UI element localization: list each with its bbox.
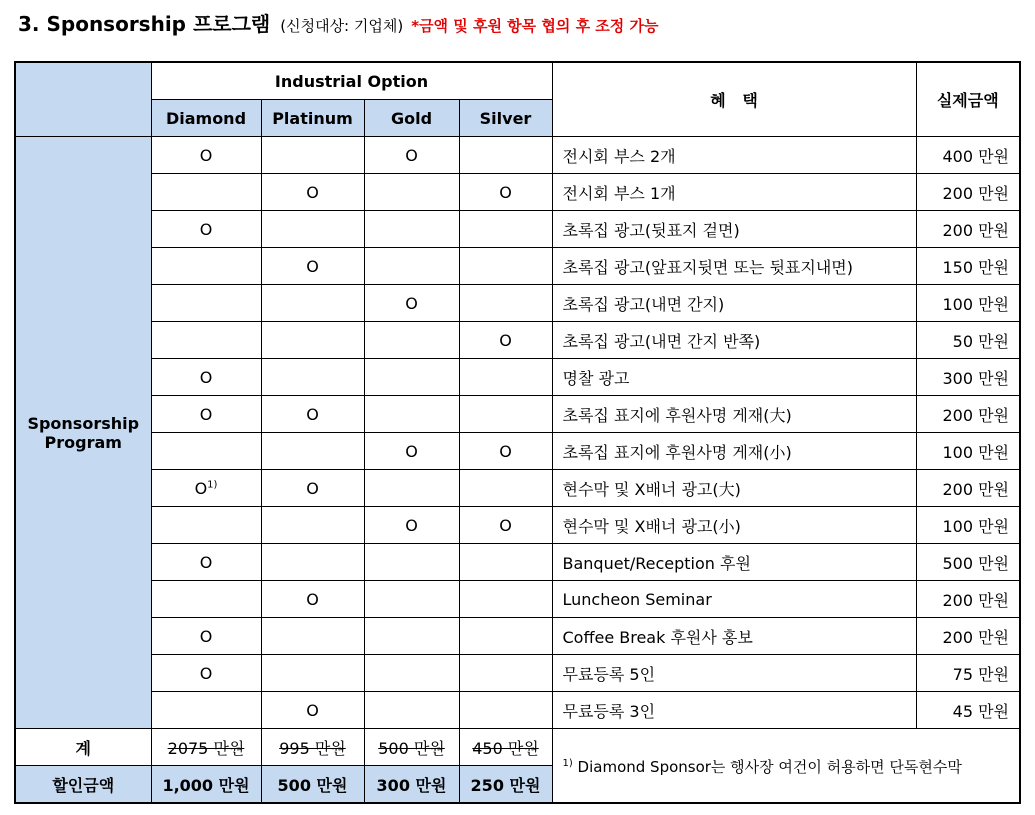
amount-cell: 200 만원 [916, 581, 1020, 618]
tier-mark [261, 470, 364, 507]
total-silver: 450 만원 [459, 729, 552, 766]
tier-mark [459, 248, 552, 285]
table-row [15, 359, 1020, 396]
discount-gold: 300 만원 [364, 766, 459, 804]
total-gold: 500 만원 [364, 729, 459, 766]
mark-text: O [405, 145, 418, 165]
mark-text: O [306, 256, 319, 276]
mark-text: O [306, 700, 319, 720]
tier-mark [459, 581, 552, 618]
sponsorship-table [14, 61, 1021, 804]
table-row [15, 655, 1020, 692]
tier-mark [261, 211, 364, 248]
sponsorship-program-label: Sponsorship Program [15, 137, 151, 729]
mark-text: O [499, 182, 512, 202]
benefit-cell: 초록집 광고(앞표지뒷면 또는 뒷표지내면) [552, 248, 916, 285]
benefit-cell: 현수막 및 X배너 광고(小) [552, 507, 916, 544]
tier-mark [364, 692, 459, 729]
tier-mark [261, 359, 364, 396]
benefit-cell: 초록집 표지에 후원사명 게재(小) [552, 433, 916, 470]
table-row [15, 211, 1020, 248]
tier-mark [151, 581, 261, 618]
table-row [15, 396, 1020, 433]
tier-mark [364, 470, 459, 507]
tier-mark [459, 470, 552, 507]
discount-diamond: 1,000 만원 [151, 766, 261, 804]
tier-mark [261, 433, 364, 470]
tier-mark [151, 655, 261, 692]
tier-mark [459, 137, 552, 174]
tier-mark [364, 322, 459, 359]
tier-mark [261, 322, 364, 359]
amount-header: 실제금액 [916, 62, 1020, 137]
mark-text: O [199, 219, 213, 239]
table-row [15, 248, 1020, 285]
tier-mark [261, 396, 364, 433]
table-row [15, 692, 1020, 729]
tier-mark [261, 507, 364, 544]
tier-mark [459, 359, 552, 396]
amount-cell: 75 만원 [916, 655, 1020, 692]
total-label: 계 [15, 729, 151, 766]
tier-mark [261, 174, 364, 211]
amount-cell: 150 만원 [916, 248, 1020, 285]
amount-cell: 200 만원 [916, 174, 1020, 211]
mark-text: O [499, 441, 512, 461]
tier-mark [459, 544, 552, 581]
tier-mark [364, 581, 459, 618]
amount-cell: 100 만원 [916, 285, 1020, 322]
table-row [15, 581, 1020, 618]
table-row [15, 507, 1020, 544]
benefit-cell: 초록집 광고(내면 간지 반쪽) [552, 322, 916, 359]
amount-cell: 200 만원 [916, 470, 1020, 507]
amount-cell: 200 만원 [916, 396, 1020, 433]
mark-text: O [405, 441, 418, 461]
tier-mark [261, 248, 364, 285]
tier-mark [151, 285, 261, 322]
industrial-option-header: Industrial Option [151, 62, 552, 100]
tier-mark [261, 285, 364, 322]
mark-text: O [199, 367, 213, 387]
section-heading [18, 8, 658, 38]
tier-mark [261, 655, 364, 692]
amount-cell: 400 만원 [916, 137, 1020, 174]
table-row [15, 470, 1020, 507]
tier-mark [459, 396, 552, 433]
tier-mark [151, 507, 261, 544]
discount-silver: 250 만원 [459, 766, 552, 804]
amount-cell: 300 만원 [916, 359, 1020, 396]
tier-mark [364, 618, 459, 655]
benefit-cell: 초록집 광고(뒷표지 겉면) [552, 211, 916, 248]
tier-mark [151, 544, 261, 581]
mark-text: O [306, 589, 319, 609]
tier-mark [364, 359, 459, 396]
tier-mark [151, 433, 261, 470]
tier-mark [261, 581, 364, 618]
tier-mark [364, 248, 459, 285]
benefit-cell: 무료등록 3인 [552, 692, 916, 729]
tier-mark [151, 137, 261, 174]
tier-mark [459, 655, 552, 692]
footnote [552, 729, 1020, 804]
mark-text: O [306, 404, 319, 424]
amount-cell: 100 만원 [916, 433, 1020, 470]
section-target: (신청대상: 기업체) [280, 17, 404, 35]
tier-diamond: Diamond [151, 100, 261, 137]
amount-cell: 100 만원 [916, 507, 1020, 544]
tier-mark [261, 137, 364, 174]
corner-cell [15, 62, 151, 137]
tier-mark [151, 470, 261, 507]
tier-mark [151, 211, 261, 248]
amount-cell: 500 만원 [916, 544, 1020, 581]
amount-cell: 200 만원 [916, 211, 1020, 248]
tier-mark [364, 655, 459, 692]
mark-text: O [194, 478, 208, 498]
tier-gold: Gold [364, 100, 459, 137]
table-row [15, 544, 1020, 581]
benefit-cell: 초록집 광고(내면 간지) [552, 285, 916, 322]
tier-mark [459, 507, 552, 544]
benefit-cell: 현수막 및 X배너 광고(大) [552, 470, 916, 507]
mark-text: O [306, 478, 319, 498]
table-row [15, 618, 1020, 655]
tier-mark [261, 544, 364, 581]
tier-mark [364, 433, 459, 470]
table-row [15, 285, 1020, 322]
tier-mark [459, 285, 552, 322]
table-row [15, 322, 1020, 359]
amount-cell: 45 만원 [916, 692, 1020, 729]
table-row [15, 433, 1020, 470]
benefit-header: 혜 택 [552, 62, 916, 137]
mark-text: O [405, 293, 418, 313]
benefit-cell: 전시회 부스 1개 [552, 174, 916, 211]
tier-mark [151, 692, 261, 729]
amount-cell: 50 만원 [916, 322, 1020, 359]
mark-text: O [499, 515, 512, 535]
benefit-cell: 전시회 부스 2개 [552, 137, 916, 174]
benefit-rows [15, 137, 1020, 729]
total-platinum: 995 만원 [261, 729, 364, 766]
benefit-cell: 무료등록 5인 [552, 655, 916, 692]
tier-mark [151, 322, 261, 359]
mark-text: O [405, 515, 418, 535]
tier-mark [459, 433, 552, 470]
tier-mark [151, 248, 261, 285]
tier-mark [364, 396, 459, 433]
tier-mark [364, 544, 459, 581]
section-title: 3. Sponsorship 프로그램 [18, 12, 271, 36]
mark-text: O [199, 626, 213, 646]
tier-mark [364, 507, 459, 544]
mark-text: O [306, 182, 319, 202]
benefit-cell: Coffee Break 후원사 홍보 [552, 618, 916, 655]
benefit-cell: Luncheon Seminar [552, 581, 916, 618]
tier-mark [261, 692, 364, 729]
tier-mark [364, 211, 459, 248]
mark-text: O [199, 552, 213, 572]
discount-label: 할인금액 [15, 766, 151, 804]
footnote-mark: 1) [562, 758, 573, 769]
total-diamond: 2075 만원 [151, 729, 261, 766]
section-note: *금액 및 후원 항목 협의 후 조정 가능 [411, 17, 659, 35]
footnote-text: Diamond Sponsor는 행사장 여건이 허용하면 단독현수막 [577, 758, 962, 776]
tier-mark [459, 692, 552, 729]
tier-mark [459, 174, 552, 211]
tier-mark [364, 137, 459, 174]
tier-mark [151, 359, 261, 396]
tier-platinum: Platinum [261, 100, 364, 137]
benefit-cell: Banquet/Reception 후원 [552, 544, 916, 581]
tier-mark [151, 396, 261, 433]
mark-text: O [199, 404, 213, 424]
benefit-cell: 명찰 광고 [552, 359, 916, 396]
mark-text: O [199, 145, 213, 165]
table-row [15, 137, 1020, 174]
tier-mark [459, 618, 552, 655]
tier-mark [151, 618, 261, 655]
tier-mark [151, 174, 261, 211]
table-row [15, 174, 1020, 211]
benefit-cell: 초록집 표지에 후원사명 게재(大) [552, 396, 916, 433]
tier-mark [364, 174, 459, 211]
mark-text: O [499, 330, 512, 350]
mark-text: O [199, 663, 213, 683]
footnote-ref: 1) [207, 479, 218, 491]
discount-platinum: 500 만원 [261, 766, 364, 804]
tier-mark [459, 322, 552, 359]
tier-mark [459, 211, 552, 248]
amount-cell: 200 만원 [916, 618, 1020, 655]
tier-silver: Silver [459, 100, 552, 137]
tier-mark [364, 285, 459, 322]
tier-mark [261, 618, 364, 655]
